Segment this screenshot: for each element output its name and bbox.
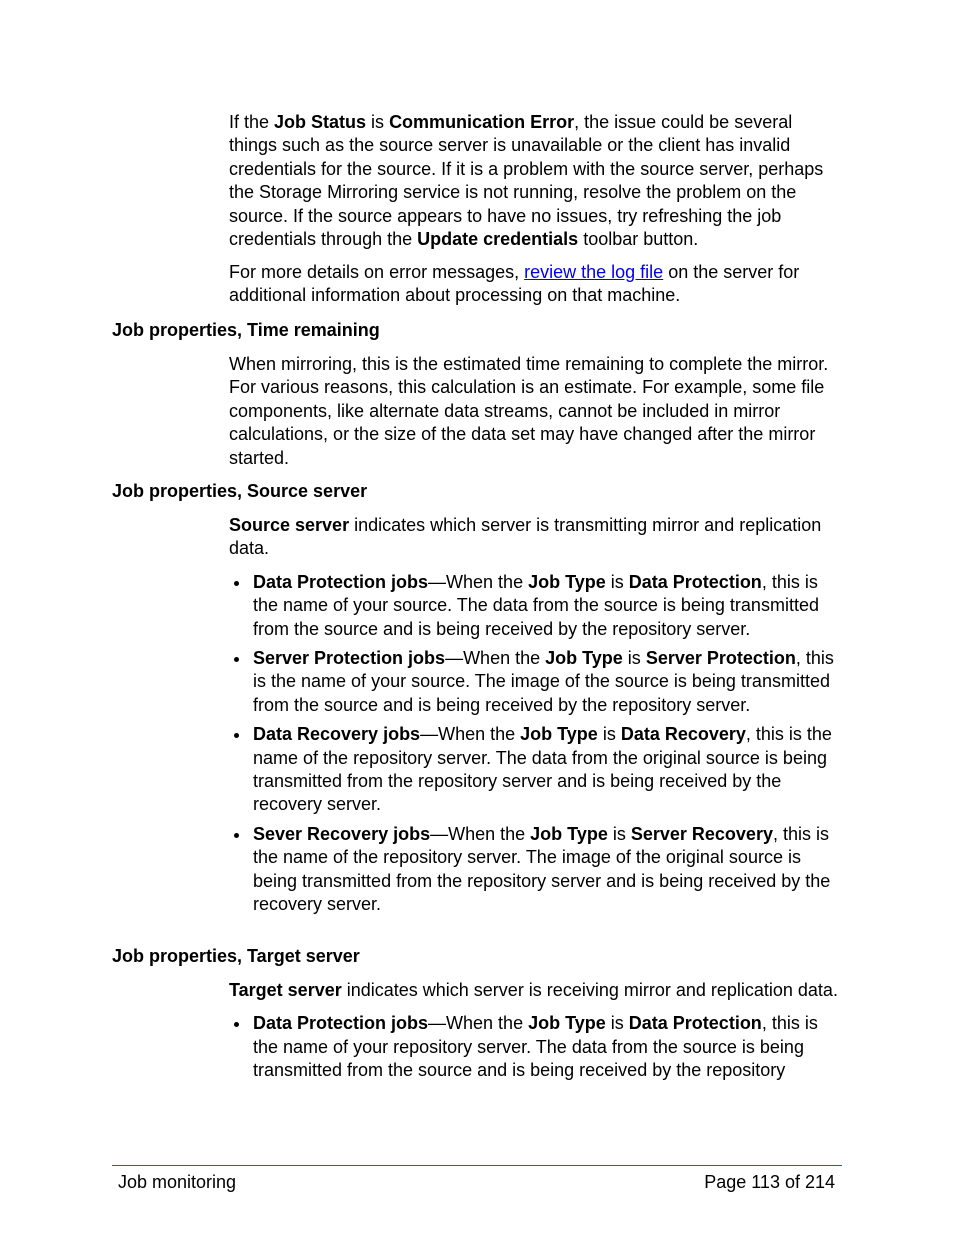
source-server-list: [229, 571, 844, 917]
text-run: is: [605, 1013, 629, 1034]
bold-run: Server Protection: [645, 648, 796, 669]
text-run: If the: [229, 112, 275, 132]
bullet-icon: [234, 657, 239, 662]
bold-run: Communication Error: [389, 112, 575, 132]
bold-run: Server Protection jobs: [253, 648, 446, 669]
list-item: [229, 823, 844, 917]
text-run: —When the: [428, 1013, 529, 1034]
log-file-paragraph: [229, 261, 844, 308]
text-run: indicates which server is receiving mirror and replication data.: [341, 980, 838, 1000]
bullet-icon: [234, 833, 239, 838]
text-run: toolbar button.: [578, 229, 699, 250]
list-item: [229, 723, 844, 817]
time-remaining-heading: Job properties, Time remaining: [112, 320, 380, 340]
paragraph-text: When mirroring, this is the estimated time remaining to complete the mirror. For various reasons, this calculation is an estimate. For example, some file components, like alternate data streams, cannot be included in mirror calculations, or the size of the data set may have changed after the mirror started.: [229, 354, 829, 468]
bold-run: Job Type: [528, 1013, 606, 1034]
bold-run: Target server: [229, 980, 342, 1000]
text-run: is: [607, 823, 631, 844]
text-run: , this is the name of your source. The image of the source is being transmitted from the source and is being received by the repository server.: [253, 648, 834, 715]
source-server-heading: Job properties, Source server: [112, 481, 368, 501]
bold-run: Data Recovery jobs: [253, 724, 421, 745]
text-run: is: [597, 724, 621, 745]
bold-run: Job Type: [528, 571, 606, 592]
text-run: —When the: [445, 648, 546, 669]
paragraph-text: [229, 979, 844, 1002]
target-server-heading: Job properties, Target server: [112, 946, 360, 966]
source-server-body: [229, 514, 844, 923]
text-run: , this is the name of the repository server. The image of the original source is being transmitted from the repository server and is being received by the recovery server.: [253, 823, 831, 915]
footer-section-title: Job monitoring: [118, 1172, 237, 1192]
list-item: [229, 647, 844, 717]
bold-run: Data Protection: [628, 571, 762, 592]
text-run: —When the: [428, 571, 529, 592]
text-run: For more details on error messages,: [229, 262, 525, 282]
bold-run: Job Type: [545, 648, 623, 669]
bold-run: Data Recovery: [620, 724, 746, 745]
paragraph-text: [229, 514, 844, 561]
bullet-icon: [234, 581, 239, 586]
text-run: on the server for additional information about processing on that machine.: [229, 262, 800, 306]
bold-run: Data Protection: [628, 1013, 762, 1034]
target-server-body: [229, 979, 844, 1089]
bold-run: Job Status: [274, 112, 367, 132]
bold-run: Update credentials: [417, 229, 579, 250]
footer-page-number: Page 113 of 214: [704, 1172, 835, 1192]
text-run: , this is the name of the repository server. The data from the original source is being transmitted from the repository server and is being received by the recovery server.: [253, 724, 832, 815]
bold-run: Data Protection jobs: [253, 1013, 429, 1034]
bold-run: Job Type: [530, 823, 608, 844]
bullet-icon: [234, 1022, 239, 1027]
list-item: [229, 571, 844, 641]
bold-run: Data Protection jobs: [253, 571, 429, 592]
review-log-file-link[interactable]: review the log file: [524, 262, 664, 282]
paragraph-text: [229, 261, 844, 308]
text-run: is: [622, 648, 646, 669]
text-run: is: [366, 112, 390, 132]
text-run: indicates which server is transmitting mirror and replication data.: [229, 515, 822, 559]
text-run: —When the: [420, 724, 521, 745]
communication-error-paragraph: [229, 111, 844, 251]
time-remaining-body: [229, 353, 844, 470]
bold-run: Source server: [229, 515, 350, 535]
target-server-list: [229, 1012, 844, 1082]
paragraph-text: [229, 111, 844, 251]
bold-run: Server Recovery: [630, 823, 773, 844]
text-run: , this is the name of your repository server. The data from the source is being transmitted from the source and is being received by the repository: [253, 1013, 818, 1081]
bold-run: Sever Recovery jobs: [253, 823, 431, 844]
text-run: , this is the name of your source. The data from the source is being transmitted from the source and is being received by the repository server.: [253, 571, 819, 639]
text-run: , the issue could be several things such as the source server is unavailable or the client has invalid credentials for the source. If it is a problem with the source server, perhaps the Storage Mirroring service is not running, resolve the problem on the source. If the source appears to have no issues, try refreshing the job credentials through the: [229, 112, 824, 250]
bold-run: Job Type: [520, 724, 598, 745]
bullet-icon: [234, 733, 239, 738]
list-item: [229, 1012, 844, 1082]
text-run: —When the: [430, 823, 531, 844]
footer-divider: [112, 1165, 842, 1166]
text-run: is: [605, 571, 629, 592]
